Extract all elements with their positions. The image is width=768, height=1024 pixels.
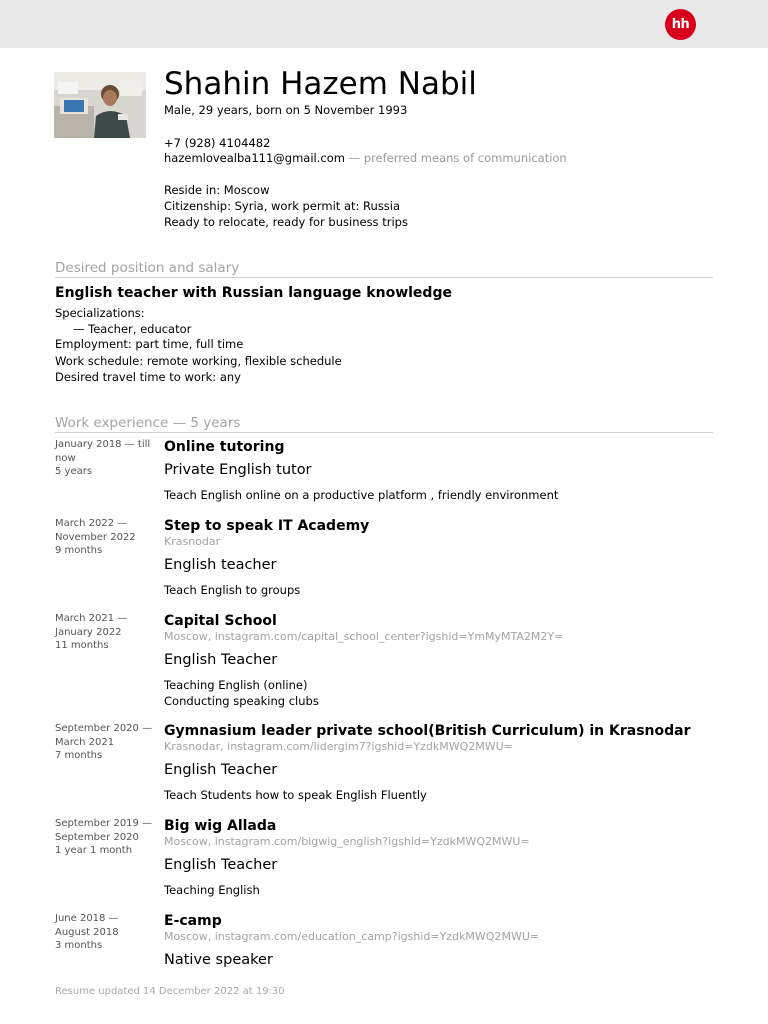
job-period	[55, 517, 155, 558]
job-role: English Teacher	[164, 652, 278, 668]
job-dates: September 2019 — September 2020	[55, 818, 153, 843]
job-role: English Teacher	[164, 762, 278, 778]
job-role: English Teacher	[164, 857, 278, 873]
job-duration: 9 months	[55, 545, 103, 556]
job-description: Conducting speaking clubs	[164, 694, 319, 708]
job-dates: January 2018 — till now	[55, 439, 151, 464]
candidate-info: Male, 29 years, born on 5 November 1993	[164, 103, 408, 117]
travel-time: Desired travel time to work: any	[55, 370, 241, 384]
job-role: English teacher	[164, 557, 277, 573]
desired-position-section-title: Desired position and salary	[55, 259, 713, 278]
job-description: Teaching English	[164, 883, 260, 897]
citizenship: Citizenship: Syria, work permit at: Russia	[164, 199, 401, 213]
job-description: Teach English to groups	[164, 583, 301, 597]
job-duration: 5 years	[55, 466, 93, 477]
job-location[interactable]: Moscow, instagram.com/bigwig_english?igshid=YzdkMWQ2MWU=	[164, 835, 530, 848]
work-schedule: Work schedule: remote working, flexible schedule	[55, 354, 342, 368]
job-location[interactable]: Krasnodar, instagram.com/lidergim7?igshid=YzdkMWQ2MWU=	[164, 740, 513, 753]
job-dates: June 2018 — August 2018	[55, 913, 119, 938]
residence: Reside in: Moscow	[164, 183, 270, 197]
resume-updated: Resume updated 14 December 2022 at 19:30	[55, 986, 285, 997]
job-period	[55, 722, 155, 763]
job-period	[55, 817, 155, 858]
job-company: E-camp	[164, 913, 222, 929]
job-company: Big wig Allada	[164, 818, 277, 834]
email-line	[164, 150, 567, 166]
job-duration: 3 months	[55, 940, 103, 951]
email-address[interactable]: hazemlovealba111@gmail.com	[164, 151, 345, 165]
specializations-label: Specializations:	[55, 306, 145, 320]
job-period	[55, 438, 155, 479]
top-bar	[0, 0, 768, 48]
job-company: Step to speak IT Academy	[164, 518, 370, 534]
hh-logo-icon[interactable]: hh	[665, 9, 696, 40]
phone-number[interactable]: +7 (928) 4104482	[164, 136, 271, 150]
job-role: Native speaker	[164, 952, 273, 968]
job-duration: 1 year 1 month	[55, 845, 133, 856]
job-dates: March 2021 — January 2022	[55, 613, 128, 638]
job-duration: 11 months	[55, 640, 109, 651]
job-dates: September 2020 — March 2021	[55, 723, 153, 748]
job-description: Teach Students how to speak English Fluently	[164, 788, 427, 802]
job-period	[55, 612, 155, 653]
job-dates: March 2022 — November 2022	[55, 518, 136, 543]
candidate-name: Shahin Hazem Nabil	[164, 66, 477, 102]
job-company: Capital School	[164, 613, 277, 629]
job-role: Private English tutor	[164, 462, 312, 478]
email-note: — preferred means of communication	[344, 151, 567, 165]
job-period	[55, 912, 155, 953]
job-location[interactable]: Krasnodar	[164, 535, 221, 548]
job-description: Teaching English (online)	[164, 678, 308, 692]
job-location[interactable]: Moscow, instagram.com/education_camp?igshid=YzdkMWQ2MWU=	[164, 930, 540, 943]
work-experience-section-title: Work experience — 5 years	[55, 414, 713, 433]
job-location[interactable]: Moscow, instagram.com/capital_school_center?igshid=YmMyMTA2M2Y=	[164, 630, 564, 643]
job-duration: 7 months	[55, 750, 103, 761]
relocation: Ready to relocate, ready for business trips	[164, 215, 408, 229]
profile-photo	[54, 72, 146, 138]
specialization-item: — Teacher, educator	[73, 322, 192, 336]
employment: Employment: part time, full time	[55, 337, 244, 351]
job-company: Online tutoring	[164, 439, 285, 455]
job-description: Teach English online on a productive platform , friendly environment	[164, 488, 559, 502]
job-company: Gymnasium leader private school(British Curriculum) in Krasnodar	[164, 723, 691, 739]
desired-position-title: English teacher with Russian language knowledge	[55, 285, 452, 301]
